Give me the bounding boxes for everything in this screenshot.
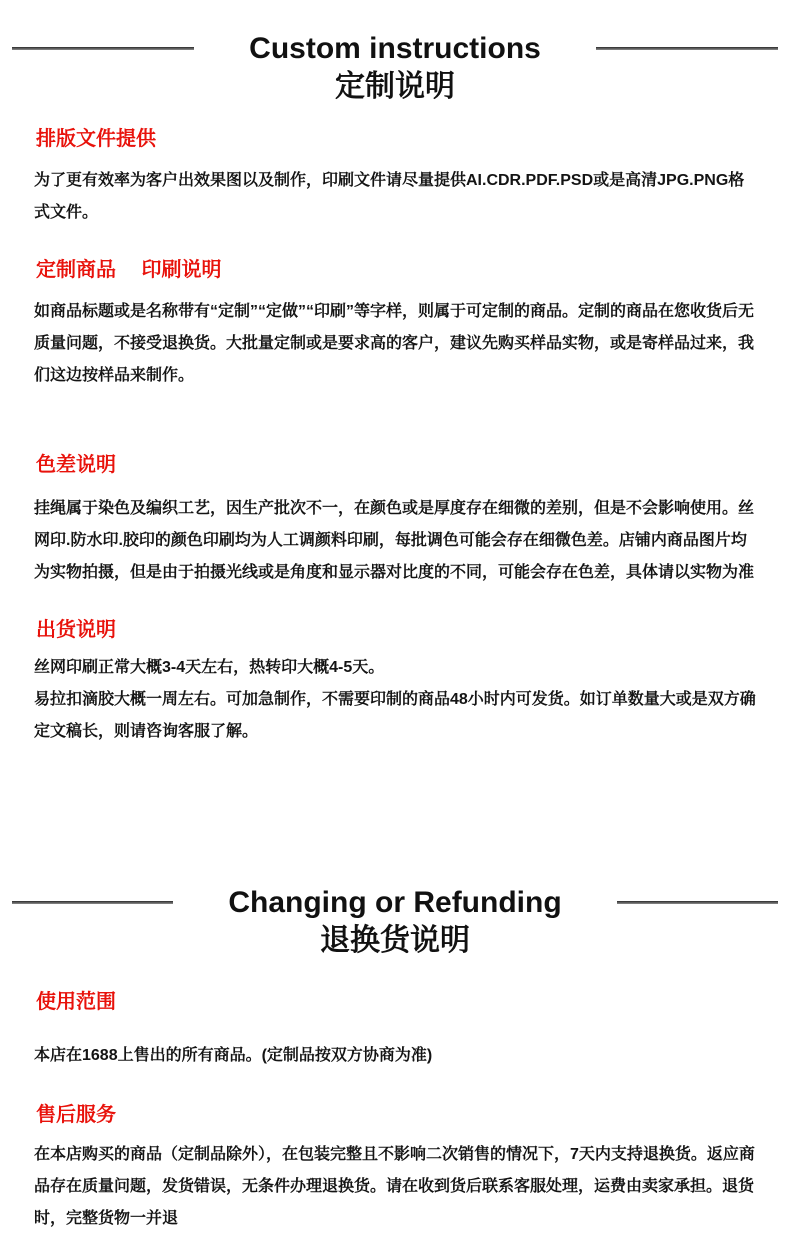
- changing-refunding-header: [0, 886, 790, 957]
- block-body: [34, 493, 756, 589]
- block-body: [34, 1040, 756, 1072]
- block-body: [34, 296, 756, 392]
- block-body: [34, 165, 756, 229]
- custom-title-en: Custom instructions: [249, 32, 541, 65]
- block-heading: 售后服务: [36, 1104, 116, 1126]
- block-paragraph: 易拉扣滴胶大概一周左右。可加急制作，不需要印制的商品48小时内可发货。如订单数量大或是双方确定文稿长，则请咨询客服了解。: [34, 691, 756, 740]
- block-typeset-files: [0, 128, 790, 229]
- block-body: [34, 652, 756, 748]
- block-heading: 定制商品 印刷说明: [36, 259, 222, 281]
- block-after-sales-service: [0, 1104, 790, 1235]
- block-custom-printing: [0, 259, 790, 392]
- divider-line-right: [617, 901, 778, 904]
- divider-line-left: [12, 901, 173, 904]
- custom-title-zh: 定制说明: [335, 70, 455, 103]
- block-paragraph: 为了更有效率为客户出效果图以及制作，印刷文件请尽量提供AI.CDR.PDF.PSD或是高清JPG.PNG格式文件。: [34, 172, 745, 221]
- block-color-difference: [0, 454, 790, 589]
- header-row: [0, 886, 790, 919]
- block-body: [34, 1139, 756, 1235]
- header-row: [0, 32, 790, 65]
- block-usage-scope: [0, 991, 790, 1072]
- block-paragraph: 挂绳属于染色及编织工艺，因生产批次不一，在颜色或是厚度存在细微的差别，但是不会影响使用。丝网印.防水印.胶印的颜色印刷均为人工调颜料印刷，每批调色可能会存在细微色差。店铺内商品图片均为实物拍摄，但是由于拍摄光线或是角度和显示器对比度的不同，可能会存在色差，具体请以实物为准: [34, 500, 755, 581]
- refund-title-zh: 退换货说明: [320, 924, 470, 957]
- block-heading: 排版文件提供: [36, 128, 156, 150]
- divider-line-left: [12, 47, 194, 50]
- block-heading: 使用范围: [36, 991, 116, 1013]
- block-paragraph: 在本店购买的商品（定制品除外），在包装完整且不影响二次销售的情况下，7天内支持退换货。返应商品存在质量问题，发货错误，无条件办理退换货。请在收到货后联系客服处理，运费由卖家承担。退货时，完整货物一并退: [34, 1146, 755, 1227]
- block-paragraph: 如商品标题或是名称带有“定制”“定做”“印刷”等字样，则属于可定制的商品。定制的商品在您收货后无质量问题，不接受退换货。大批量定制或是要求高的客户，建议先购买样品实物，或是寄样品过来，我们这边按样品来制作。: [34, 303, 755, 384]
- block-paragraph: 本店在1688上售出的所有商品。(定制品按双方协商为准): [34, 1047, 433, 1064]
- custom-instructions-header: [0, 0, 790, 103]
- block-heading: 出货说明: [36, 619, 116, 641]
- block-paragraph: 丝网印刷正常大概3-4天左右，热转印大概4-5天。: [34, 659, 385, 676]
- block-shipping-info: [0, 619, 790, 748]
- divider-line-right: [596, 47, 778, 50]
- refund-title-en: Changing or Refunding: [228, 886, 562, 919]
- section-changing-refunding: [0, 886, 790, 1235]
- block-heading: 色差说明: [36, 454, 116, 476]
